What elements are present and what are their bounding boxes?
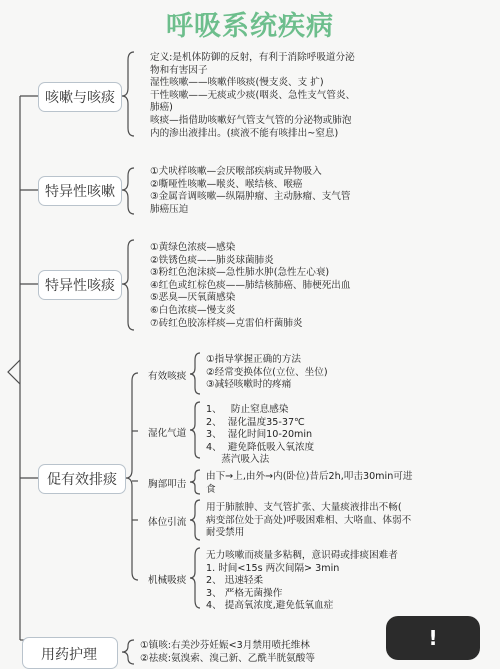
node-effective-expectoration: 促有效排痰 [38, 464, 126, 494]
text-line: ②嘶哑性咳嗽—喉炎、喉结核、喉癌 [150, 178, 303, 190]
text-line: 干性咳嗽——无痰或少痰(咽炎、急性支气管炎、 [150, 89, 356, 101]
text-line: 物和有害因子 [150, 64, 208, 76]
percussion-lines [206, 471, 412, 496]
specific-sputum-lines [150, 242, 350, 330]
text-line: ①黄绿色浓痰—感染 [150, 242, 236, 253]
text-line: 肺癌) [150, 102, 173, 114]
sub-postural-drainage: 体位引流 [148, 517, 187, 528]
node-cough-sputum: 咳嗽与咳痰 [38, 82, 122, 112]
text-line: 无力咳嗽而痰量多粘稠，意识碍或排痰困难者 [206, 550, 398, 561]
text-line: 病变部位处于高处)呼吸困难相、大咯血、体弱不 [206, 514, 412, 526]
text-line: ⑥白色浓痰—慢支炎 [150, 304, 236, 316]
text-line: 3、 湿化时间10-20min [206, 429, 313, 441]
text-line: 4、 提高氧浓度,避免低氧血症 [206, 600, 334, 612]
sub-effective-cough: 有效咳痰 [148, 371, 187, 382]
text-line: ①镇咳:右美沙芬妊娠<3月禁用喷托维林 [140, 640, 310, 651]
text-line: ③减轻咳嗽时的疼痛 [206, 379, 292, 391]
text-line: ②祛痰:氨溴索、溴己新、乙酰半胱氨酸等 [140, 652, 315, 664]
text-line: 用于肺脓肿、支气管扩张、大量痰液排出不畅( [206, 502, 402, 513]
text-line: ④红色或红棕色痰——肺结核肺癌、肺梗死出血 [150, 279, 351, 291]
text-line: 由下→上,由外→内(卧位)昔后2h,叩击30min可进 [206, 471, 413, 482]
text-line: ①犬吠样咳嗽—会厌喉部疾病或异物吸入 [150, 166, 322, 177]
alert-overlay-button[interactable]: ! [386, 616, 480, 660]
text-line: ③金属音调咳嗽—纵隔肿瘤、主动脉瘤、支气管 [150, 191, 351, 203]
text-line: 食 [206, 483, 216, 495]
cough-lines [150, 52, 355, 140]
sub-chest-percussion: 胸部叩击 [148, 479, 187, 490]
text-line: ⑦砖红色胶冻样痰—克雷伯杆菌肺炎 [150, 317, 303, 329]
text-line: 蒸汽吸入法 [206, 454, 270, 466]
text-line: 3、 严格无菌操作 [206, 587, 283, 599]
text-line: 耐受禁用 [206, 527, 245, 539]
text-line: ②经常变换体位(立位、坐位) [206, 366, 328, 378]
text-line: 定义:是机体防御的反射，有利于消除呼吸道分泌 [150, 52, 355, 63]
specific-cough-lines [150, 166, 350, 216]
text-line: 肺癌压迫 [150, 203, 189, 215]
text-line: 咳痰—指借助咳嗽好气管支气管的分泌物或肺泡 [150, 114, 352, 126]
suction-lines [206, 550, 398, 613]
sub-humidify-airway: 湿化气道 [148, 428, 187, 439]
node-specific-cough: 特异性咳嗽 [38, 176, 122, 206]
humidify-lines [206, 404, 314, 467]
sub-mechanical-suction: 机械吸痰 [148, 575, 187, 586]
text-line: 内的渗出液排出。(痰液不能有咳排出~窒息) [150, 127, 339, 139]
text-line: ⑤恶臭—厌氧菌感染 [150, 292, 236, 304]
text-line: 2、 湿化温度35-37℃ [206, 416, 305, 428]
node-medication-care: 用药护理 [22, 637, 118, 669]
medication-lines [140, 640, 315, 665]
text-line: ③粉红色泡沫痰—急性肺水肿(急性左心衰) [150, 267, 330, 279]
text-line: 4、 避免降低吸入氧浓度 [206, 441, 315, 453]
text-line: 1、 防止窒息感染 [206, 404, 289, 415]
node-specific-sputum: 特异性咳痰 [38, 270, 122, 300]
text-line: 湿性咳嗽——咳嗽伴咳痰(慢支炎、支 扩) [150, 77, 324, 89]
page-title: 呼吸系统疾病 [166, 11, 334, 42]
text-line: 2、 迅速轻柔 [206, 575, 264, 587]
drainage-lines [206, 502, 411, 540]
effective-cough-lines [206, 354, 328, 392]
text-line: ①指导掌握正确的方法 [206, 354, 301, 365]
text-line: ②铁锈色痰——肺炎球菌肺炎 [150, 254, 274, 266]
text-line: 1. 时间<15s 两次间隔> 3min [206, 562, 340, 574]
